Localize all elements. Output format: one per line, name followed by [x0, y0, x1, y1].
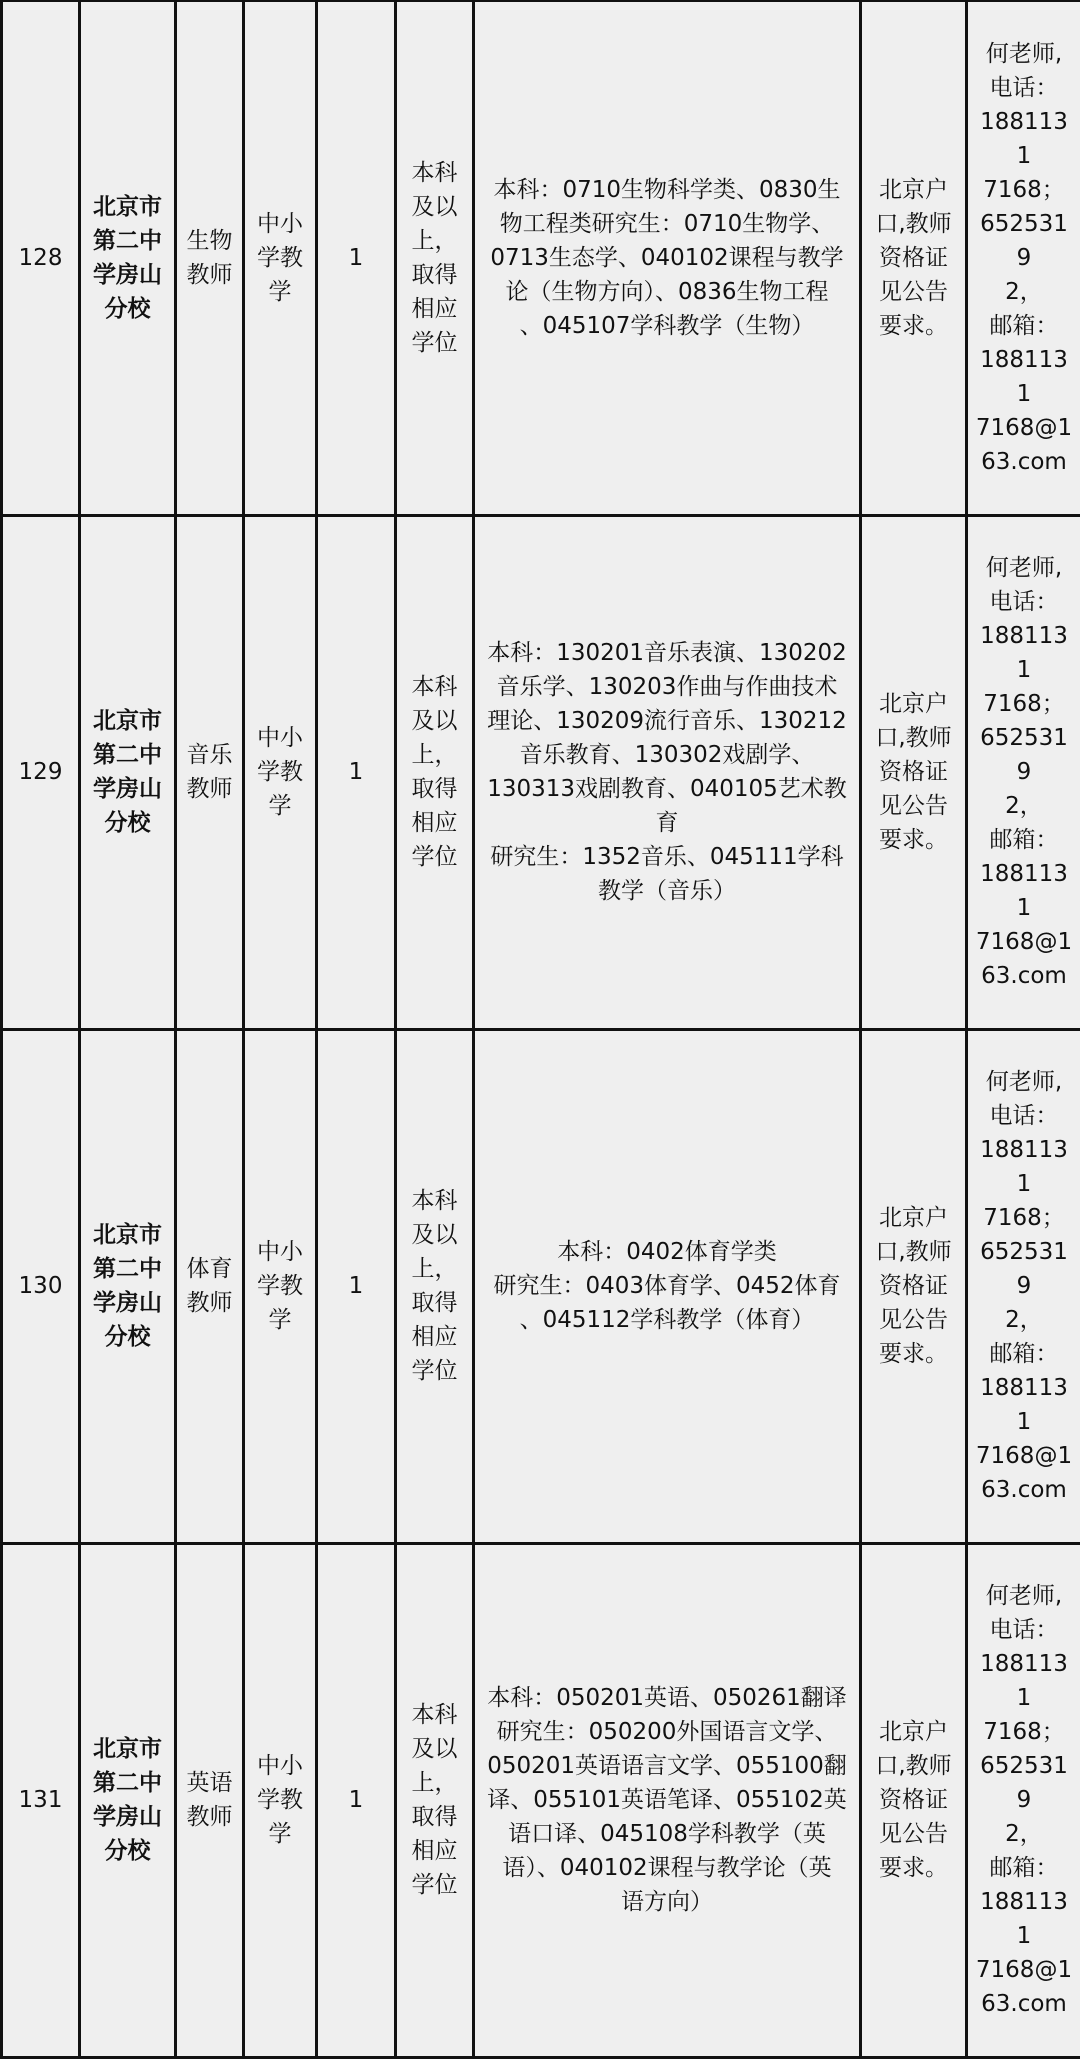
contact-text-line: 7168@1 — [974, 1953, 1074, 1987]
employer-cell — [80, 1029, 176, 1543]
post-name-cell — [176, 515, 244, 1029]
other-requirement-cell — [861, 1029, 967, 1543]
category-text-line: 学教 — [251, 755, 309, 789]
major-text-line: 教学（音乐） — [483, 874, 851, 908]
education-text-line: 及以 — [403, 1218, 466, 1252]
contact-text-line: 1881131 — [974, 105, 1074, 173]
education-text-line: 相应 — [403, 1320, 466, 1354]
category-text-line: 中小 — [251, 1235, 309, 1269]
education-text-line: 上， — [403, 224, 466, 258]
education-text-line: 上， — [403, 738, 466, 772]
headcount-cell — [317, 1029, 396, 1543]
post-text-line: 教师 — [183, 772, 236, 806]
education-text-line: 本科 — [403, 156, 466, 190]
table-row — [2, 515, 1080, 1029]
post-category-cell — [244, 1, 317, 515]
unit-text-line: 第二中 — [87, 738, 168, 772]
contact-text-line: 7168@1 — [974, 1439, 1074, 1473]
other-text-line: 要求。 — [868, 1337, 959, 1371]
headcount-cell — [317, 515, 396, 1029]
count-text: 1 — [349, 245, 364, 271]
unit-text-line: 北京市 — [87, 1732, 168, 1766]
unit-text-line: 学房山 — [87, 258, 168, 292]
education-text-line: 取得 — [403, 1286, 466, 1320]
contact-text-line: 1881131 — [974, 857, 1074, 925]
major-text-line: 音乐教育、130302戏剧学、 — [483, 738, 851, 772]
education-text-line: 相应 — [403, 292, 466, 326]
major-text-line: 本科：130201音乐表演、130202 — [483, 636, 851, 670]
education-cell — [396, 515, 474, 1029]
other-text-line: 要求。 — [868, 823, 959, 857]
education-cell — [396, 1029, 474, 1543]
unit-text-line: 学房山 — [87, 1800, 168, 1834]
education-cell — [396, 1543, 474, 2057]
no-text: 131 — [19, 1787, 63, 1813]
table-row — [2, 1029, 1080, 1543]
contact-text-line: 邮箱： — [974, 823, 1074, 857]
unit-text-line: 学房山 — [87, 1286, 168, 1320]
major-text-line: 育 — [483, 806, 851, 840]
contact-text-line: 1881131 — [974, 1371, 1074, 1439]
unit-text-line: 分校 — [87, 1320, 168, 1354]
count-text: 1 — [349, 1273, 364, 1299]
category-text-line: 中小 — [251, 1749, 309, 1783]
table-body — [2, 1, 1080, 2057]
education-text-line: 相应 — [403, 806, 466, 840]
post-text-line: 教师 — [183, 1800, 236, 1834]
category-text-line: 学教 — [251, 1269, 309, 1303]
contact-text-line: 邮箱： — [974, 309, 1074, 343]
other-text-line: 资格证 — [868, 241, 959, 275]
major-requirement-cell — [474, 1543, 861, 2057]
category-text-line: 学教 — [251, 1783, 309, 1817]
other-text-line: 北京户 — [868, 687, 959, 721]
other-text-line: 见公告 — [868, 789, 959, 823]
major-text-line: 050201英语语言文学、055100翻 — [483, 1749, 851, 1783]
contact-text-line: 7168； — [974, 173, 1074, 207]
post-category-cell — [244, 515, 317, 1029]
education-text-line: 及以 — [403, 1732, 466, 1766]
major-text-line: 论（生物方向）、0836生物工程 — [483, 275, 851, 309]
contact-cell — [967, 1543, 1080, 2057]
unit-text-line: 第二中 — [87, 1766, 168, 1800]
education-text-line: 学位 — [403, 840, 466, 874]
education-text-line: 取得 — [403, 258, 466, 292]
post-name-cell — [176, 1, 244, 515]
major-text-line: 、045107学科教学（生物） — [483, 309, 851, 343]
contact-text-line: 7168； — [974, 1715, 1074, 1749]
unit-text-line: 北京市 — [87, 1218, 168, 1252]
major-text-line: 、045112学科教学（体育） — [483, 1303, 851, 1337]
other-text-line: 北京户 — [868, 1201, 959, 1235]
other-requirement-cell — [861, 1543, 967, 2057]
post-text-line: 音乐 — [183, 738, 236, 772]
education-text-line: 本科 — [403, 670, 466, 704]
education-text-line: 相应 — [403, 1834, 466, 1868]
contact-text-line: 63.com — [974, 1473, 1074, 1507]
table-row — [2, 1543, 1080, 2057]
post-text-line: 体育 — [183, 1252, 236, 1286]
other-text-line: 要求。 — [868, 1851, 959, 1885]
row-number-cell — [2, 1029, 80, 1543]
contact-text-line: 电话： — [974, 585, 1074, 619]
contact-text-line: 7168@1 — [974, 925, 1074, 959]
table-row — [2, 1, 1080, 515]
category-text-line: 学 — [251, 1303, 309, 1337]
category-text-line: 学教 — [251, 241, 309, 275]
post-category-cell — [244, 1029, 317, 1543]
other-text-line: 北京户 — [868, 173, 959, 207]
education-text-line: 本科 — [403, 1184, 466, 1218]
contact-text-line: 邮箱： — [974, 1337, 1074, 1371]
other-text-line: 口,教师 — [868, 207, 959, 241]
unit-text-line: 分校 — [87, 1834, 168, 1868]
education-cell — [396, 1, 474, 515]
category-text-line: 中小 — [251, 721, 309, 755]
no-text: 130 — [19, 1273, 63, 1299]
row-number-cell — [2, 515, 80, 1029]
contact-text-line: 何老师, — [974, 1065, 1074, 1099]
count-text: 1 — [349, 759, 364, 785]
contact-text-line: 电话： — [974, 71, 1074, 105]
unit-text-line: 分校 — [87, 292, 168, 326]
major-text-line: 本科：050201英语、050261翻译 — [483, 1681, 851, 1715]
contact-text-line: 1881131 — [974, 1133, 1074, 1201]
contact-text-line: 电话： — [974, 1099, 1074, 1133]
count-text: 1 — [349, 1787, 364, 1813]
contact-text-line: 何老师, — [974, 551, 1074, 585]
major-text-line: 本科：0402体育学类 — [483, 1235, 851, 1269]
major-requirement-cell — [474, 1029, 861, 1543]
education-text-line: 取得 — [403, 772, 466, 806]
education-text-line: 上， — [403, 1766, 466, 1800]
major-text-line: 本科：0710生物科学类、0830生 — [483, 173, 851, 207]
contact-text-line: 7168@1 — [974, 411, 1074, 445]
major-text-line: 语）、040102课程与教学论（英 — [483, 1851, 851, 1885]
other-text-line: 见公告 — [868, 275, 959, 309]
post-category-cell — [244, 1543, 317, 2057]
contact-text-line: 6525319 — [974, 1749, 1074, 1817]
major-text-line: 0713生态学、040102课程与教学 — [483, 241, 851, 275]
education-text-line: 及以 — [403, 190, 466, 224]
employer-cell — [80, 515, 176, 1029]
other-text-line: 见公告 — [868, 1303, 959, 1337]
other-text-line: 要求。 — [868, 309, 959, 343]
unit-text-line: 北京市 — [87, 190, 168, 224]
major-text-line: 研究生：050200外国语言文学、 — [483, 1715, 851, 1749]
major-text-line: 研究生：0403体育学、0452体育 — [483, 1269, 851, 1303]
unit-text-line: 第二中 — [87, 1252, 168, 1286]
unit-text-line: 学房山 — [87, 772, 168, 806]
other-text-line: 资格证 — [868, 1783, 959, 1817]
employer-cell — [80, 1, 176, 515]
other-text-line: 口,教师 — [868, 1749, 959, 1783]
contact-text-line: 电话： — [974, 1613, 1074, 1647]
other-requirement-cell — [861, 515, 967, 1029]
contact-text-line: 6525319 — [974, 1235, 1074, 1303]
major-text-line: 物工程类研究生：0710生物学、 — [483, 207, 851, 241]
no-text: 128 — [19, 245, 63, 271]
post-name-cell — [176, 1029, 244, 1543]
contact-text-line: 1881131 — [974, 1885, 1074, 1953]
other-text-line: 北京户 — [868, 1715, 959, 1749]
row-number-cell — [2, 1543, 80, 2057]
contact-text-line: 63.com — [974, 959, 1074, 993]
unit-text-line: 分校 — [87, 806, 168, 840]
contact-text-line: 63.com — [974, 1987, 1074, 2021]
contact-text-line: 1881131 — [974, 343, 1074, 411]
contact-text-line: 何老师, — [974, 1579, 1074, 1613]
category-text-line: 学 — [251, 275, 309, 309]
unit-text-line: 北京市 — [87, 704, 168, 738]
other-text-line: 资格证 — [868, 755, 959, 789]
post-name-cell — [176, 1543, 244, 2057]
other-requirement-cell — [861, 1, 967, 515]
other-text-line: 见公告 — [868, 1817, 959, 1851]
headcount-cell — [317, 1543, 396, 2057]
contact-text-line: 邮箱： — [974, 1851, 1074, 1885]
post-text-line: 英语 — [183, 1766, 236, 1800]
contact-text-line: 2， — [974, 1303, 1074, 1337]
major-text-line: 130313戏剧教育、040105艺术教 — [483, 772, 851, 806]
contact-text-line: 7168； — [974, 687, 1074, 721]
major-text-line: 研究生：1352音乐、045111学科 — [483, 840, 851, 874]
education-text-line: 取得 — [403, 1800, 466, 1834]
other-text-line: 资格证 — [868, 1269, 959, 1303]
major-requirement-cell — [474, 515, 861, 1029]
contact-text-line: 1881131 — [974, 1647, 1074, 1715]
contact-text-line: 7168； — [974, 1201, 1074, 1235]
contact-text-line: 6525319 — [974, 207, 1074, 275]
contact-cell — [967, 1, 1080, 515]
contact-text-line: 6525319 — [974, 721, 1074, 789]
category-text-line: 学 — [251, 1817, 309, 1851]
headcount-cell — [317, 1, 396, 515]
no-text: 129 — [19, 759, 63, 785]
education-text-line: 学位 — [403, 1354, 466, 1388]
unit-text-line: 第二中 — [87, 224, 168, 258]
employer-cell — [80, 1543, 176, 2057]
education-text-line: 及以 — [403, 704, 466, 738]
other-text-line: 口,教师 — [868, 1235, 959, 1269]
post-text-line: 教师 — [183, 258, 236, 292]
category-text-line: 中小 — [251, 207, 309, 241]
category-text-line: 学 — [251, 789, 309, 823]
contact-cell — [967, 1029, 1080, 1543]
major-requirement-cell — [474, 1, 861, 515]
post-text-line: 生物 — [183, 224, 236, 258]
contact-text-line: 2， — [974, 275, 1074, 309]
education-text-line: 上， — [403, 1252, 466, 1286]
contact-cell — [967, 515, 1080, 1029]
contact-text-line: 1881131 — [974, 619, 1074, 687]
major-text-line: 音乐学、130203作曲与作曲技术 — [483, 670, 851, 704]
major-text-line: 语方向） — [483, 1885, 851, 1919]
major-text-line: 理论、130209流行音乐、130212 — [483, 704, 851, 738]
contact-text-line: 63.com — [974, 445, 1074, 479]
contact-text-line: 2， — [974, 789, 1074, 823]
post-text-line: 教师 — [183, 1286, 236, 1320]
education-text-line: 学位 — [403, 1868, 466, 1902]
other-text-line: 口,教师 — [868, 721, 959, 755]
education-text-line: 本科 — [403, 1698, 466, 1732]
education-text-line: 学位 — [403, 326, 466, 360]
row-number-cell — [2, 1, 80, 515]
contact-text-line: 2， — [974, 1817, 1074, 1851]
contact-text-line: 何老师, — [974, 37, 1074, 71]
major-text-line: 译、055101英语笔译、055102英 — [483, 1783, 851, 1817]
major-text-line: 语口译、045108学科教学（英 — [483, 1817, 851, 1851]
